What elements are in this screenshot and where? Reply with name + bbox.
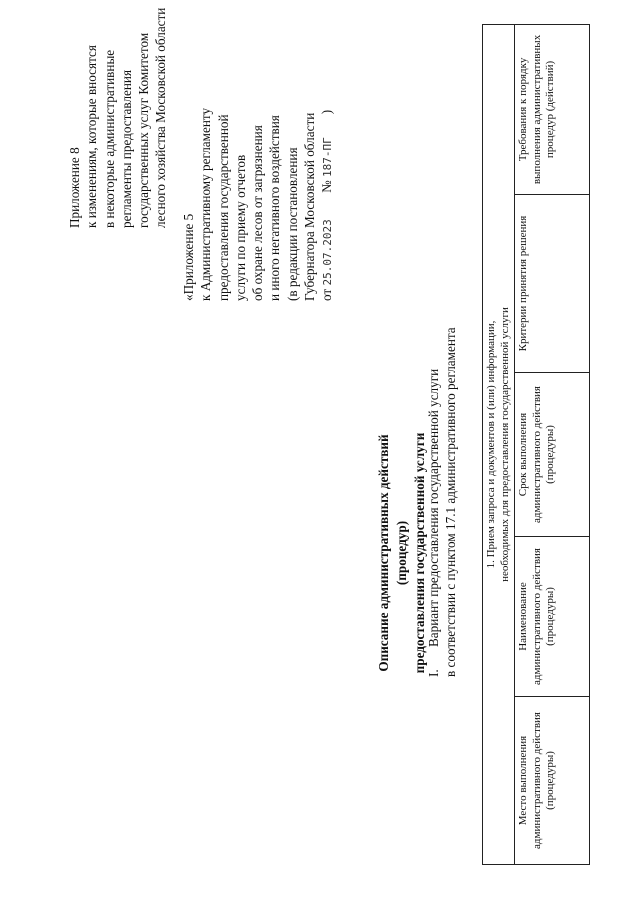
title-line-1: Описание административных действий (процедур): [376, 434, 409, 672]
column-header-criteria: Критерии принятия решения: [515, 195, 590, 373]
decree-date: 25.07.2023: [321, 219, 335, 286]
variant-heading: [425, 197, 459, 677]
appendix-5-line: (в редакции постановления: [284, 147, 300, 301]
appendix-5-line: предоставления государственной: [215, 114, 231, 301]
appendix-5-line: к Административному регламенту: [198, 107, 214, 301]
appendix-8-line: Приложение 8: [67, 147, 82, 228]
number-prefix: №: [319, 180, 335, 193]
appendix-5-line: Губернатора Московской области: [302, 112, 318, 301]
appendix-8-line: лесного хозяйства Московской области: [153, 7, 169, 228]
section-title-line-1: 1. Прием запроса и документов и (или) информации,: [485, 320, 497, 569]
appendix-5-line: услуги по приему отчетов: [232, 154, 248, 301]
appendix-5-header: [180, 11, 337, 301]
appendix-5-line: об охране лесов от загрязнения: [250, 125, 266, 301]
column-header-term: Срок выполнения административного действия (процедуры): [515, 373, 590, 537]
column-header-name: Наименование административного действия (процедуры): [515, 537, 590, 697]
appendix-8-line: к изменениям, которые вносятся: [84, 45, 100, 228]
column-header-place: Место выполнения административного действия (процедуры): [515, 697, 590, 865]
appendix-5-line: «Приложение 5: [181, 213, 196, 301]
procedures-table: [482, 24, 590, 865]
variant-number: I.: [426, 669, 441, 677]
column-header-requirements: Требования к порядку выполнения административных процедур (действий): [515, 24, 590, 194]
section-title-line-2: необходимых для предоставления государственной услуги: [498, 307, 511, 582]
decree-date-line: [318, 11, 336, 301]
title-line-2: предоставления государственной услуги: [412, 432, 427, 674]
appendix-8-line: в некоторые административные: [101, 49, 117, 228]
appendix-5-line: и иного негативного воздействия: [267, 115, 283, 301]
table-section-title: [483, 24, 515, 864]
appendix-8-line: государственных услуг Комитетом: [136, 32, 152, 228]
page-title: [375, 423, 429, 683]
date-prefix: от: [319, 288, 335, 301]
close-paren: ): [319, 109, 335, 115]
appendix-8-line: регламенты предоставления: [118, 69, 134, 228]
appendix-8-header: [66, 0, 170, 228]
decree-number: 187-ПГ: [321, 137, 335, 178]
variant-line-1: Вариант предоставления государственной услуги: [426, 368, 441, 647]
variant-line-2: в соответствии с пунктом 17.1 административного регламента: [443, 327, 458, 677]
